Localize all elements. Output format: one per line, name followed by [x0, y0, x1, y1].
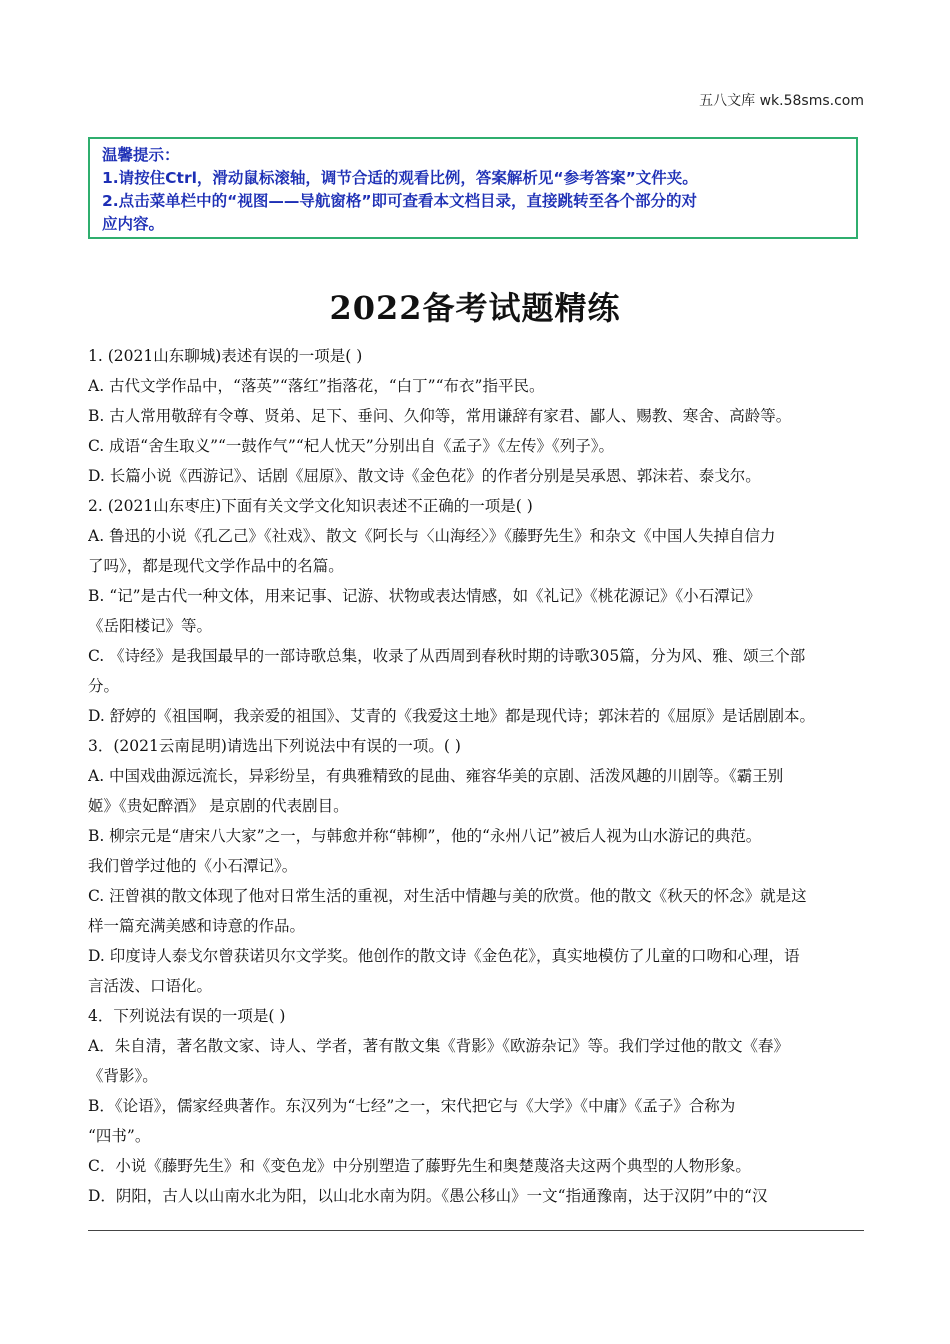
question-1-stem: 1. (2021山东聊城)表述有误的一项是( )	[88, 347, 363, 365]
question-3-option-b-cont: 我们曾学过他的《小石潭记》。	[88, 857, 298, 875]
question-4-option-c: C．小说《藤野先生》和《变色龙》中分别塑造了藤野先生和奥楚蔑洛夫这两个典型的人物形象。	[88, 1157, 751, 1175]
question-4-option-b: B．《论语》，儒家经典著作。东汉列为“七经”之一，宋代把它与《大学》《中庸》《孟子》合称为	[88, 1097, 736, 1115]
question-1-option-a: A. 古代文学作品中，“落英”“落红”指落花，“白丁”“布衣”指平民。	[88, 377, 545, 395]
question-3-stem: 3．(2021云南昆明)请选出下列说法中有误的一项。( )	[88, 737, 461, 755]
question-2-option-a: A. 鲁迅的小说《孔乙己》《社戏》、散文《阿长与〈山海经〉》《藤野先生》和杂文《中国人失掉自信力	[88, 527, 776, 545]
question-2-option-a-cont: 了吗》，都是现代文学作品中的名篇。	[88, 557, 344, 575]
site-watermark: 五八文库 wk.58sms.com	[699, 93, 864, 109]
question-3-option-a-cont: 姬》《贵妃醉酒》 是京剧的代表剧目。	[88, 797, 349, 815]
question-4-option-a-cont: 《背影》。	[88, 1067, 158, 1085]
question-4-stem: 4．下列说法有误的一项是( )	[88, 1007, 286, 1025]
question-2-option-b-cont: 《岳阳楼记》等。	[88, 617, 213, 635]
question-2-option-b: B. “记”是古代一种文体，用来记事、记游、状物或表达情感，如《礼记》《桃花源记》《小石潭记》	[88, 587, 761, 605]
question-2-stem: 2. (2021山东枣庄)下面有关文学文化知识表述不正确的一项是( )	[88, 497, 533, 515]
question-1-option-c: C. 成语“舍生取义”“一鼓作气”“杞人忧天”分别出自《孟子》《左传》《列子》。	[88, 437, 614, 455]
question-content	[88, 341, 868, 1211]
question-1-option-d: D. 长篇小说《西游记》、话剧《屈原》、散文诗《金色花》的作者分别是吴承恩、郭沫若、泰戈尔。	[88, 467, 761, 485]
question-4-option-d: D．阴阳，古人以山南水北为阳，以山北水南为阴。《愚公移山》一文“指通豫南，达于汉阴”中的“汉	[88, 1187, 768, 1205]
tip-line-1: 1.请按住Ctrl，滑动鼠标滚轴，调节合适的观看比例，答案解析见“参考答案”文件夹。	[102, 169, 698, 187]
question-2-option-c: C. 《诗经》是我国最早的一部诗歌总集，收录了从西周到春秋时期的诗歌305篇，分为风、雅、颂三个部	[88, 647, 806, 665]
footer-divider	[88, 1230, 864, 1231]
question-3-option-d-cont: 言活泼、口语化。	[88, 977, 213, 995]
page-title: 2022备考试题精练	[329, 289, 621, 327]
question-2-option-c-cont: 分。	[88, 677, 120, 695]
question-2-option-d: D. 舒婷的《祖国啊，我亲爱的祖国》、艾青的《我爱这土地》都是现代诗；郭沫若的《屈原》是话剧剧本。	[88, 707, 815, 725]
question-4-option-b-cont: “四书”。	[88, 1127, 151, 1145]
question-3-option-a: A. 中国戏曲源远流长，异彩纷呈，有典雅精致的昆曲、雍容华美的京剧、活泼风趣的川剧等。《霸王别	[88, 767, 784, 785]
question-4-option-a: A．朱自清，著名散文家、诗人、学者，著有散文集《背影》《欧游杂记》等。我们学过他的散文《春》	[88, 1037, 789, 1055]
question-3-option-d: D. 印度诗人泰戈尔曾获诺贝尔文学奖。他创作的散文诗《金色花》，真实地模仿了儿童的口吻和心理，语	[88, 947, 800, 965]
tip-line-3: 应内容。	[102, 215, 165, 233]
tip-line-2: 2.点击菜单栏中的“视图——导航窗格”即可查看本文档目录，直接跳转至各个部分的对	[102, 192, 698, 210]
question-1-option-b: B. 古人常用敬辞有令尊、贤弟、足下、垂问、久仰等，常用谦辞有家君、鄙人、赐教、寒舍、高龄等。	[88, 407, 792, 425]
question-3-option-b: B. 柳宗元是“唐宋八大家”之一，与韩愈并称“韩柳”，他的“永州八记”被后人视为山水游记的典范。	[88, 827, 762, 845]
question-3-option-c-cont: 样一篇充满美感和诗意的作品。	[88, 917, 306, 935]
question-3-option-c: C. 汪曾祺的散文体现了他对日常生活的重视，对生活中情趣与美的欣赏。他的散文《秋天的怀念》就是这	[88, 887, 807, 905]
tip-box	[88, 137, 858, 239]
tip-heading: 温馨提示：	[102, 146, 180, 164]
